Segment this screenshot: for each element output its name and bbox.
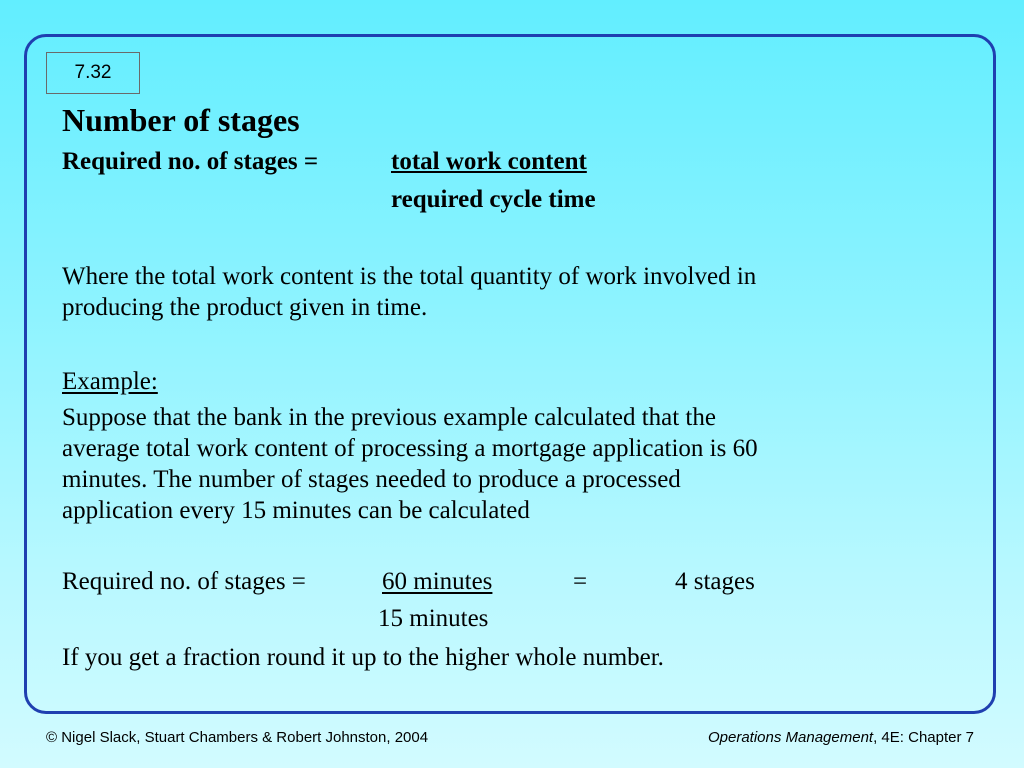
- footer-copyright: © Nigel Slack, Stuart Chambers & Robert Johnston, 2004: [46, 729, 429, 746]
- formula-label: Required no. of stages =: [62, 148, 319, 175]
- calculation-result: 4 stages: [675, 568, 755, 595]
- formula-numerator: total work content: [391, 148, 587, 175]
- definition-paragraph: [62, 261, 756, 323]
- calculation-equals: =: [573, 568, 588, 595]
- definition-line: producing the product given in time.: [62, 294, 428, 321]
- example-line: minutes. The number of stages needed to produce a processed: [62, 466, 681, 493]
- example-heading: Example:: [62, 368, 158, 395]
- rounding-note: If you get a fraction round it up to the higher whole number.: [62, 644, 664, 671]
- example-line: average total work content of processing a mortgage application is 60: [62, 435, 758, 462]
- slide-number-box: [46, 52, 140, 94]
- definition-line: Where the total work content is the total quantity of work involved in: [62, 263, 757, 290]
- formula-denominator: required cycle time: [391, 186, 596, 213]
- footer-book-reference: [708, 729, 974, 746]
- calculation-numerator: 60 minutes: [382, 568, 493, 595]
- example-line: application every 15 minutes can be calculated: [62, 497, 530, 524]
- footer-book-title: Operations Management: [707, 729, 874, 746]
- example-paragraph: [62, 402, 758, 526]
- example-line: Suppose that the bank in the previous example calculated that the: [62, 404, 716, 431]
- calculation-denominator: 15 minutes: [378, 605, 489, 632]
- footer-book-edition: , 4E: Chapter 7: [873, 729, 974, 746]
- slide-title: Number of stages: [62, 102, 300, 138]
- slide-number: 7.32: [74, 62, 112, 83]
- calculation-label: Required no. of stages =: [62, 568, 306, 595]
